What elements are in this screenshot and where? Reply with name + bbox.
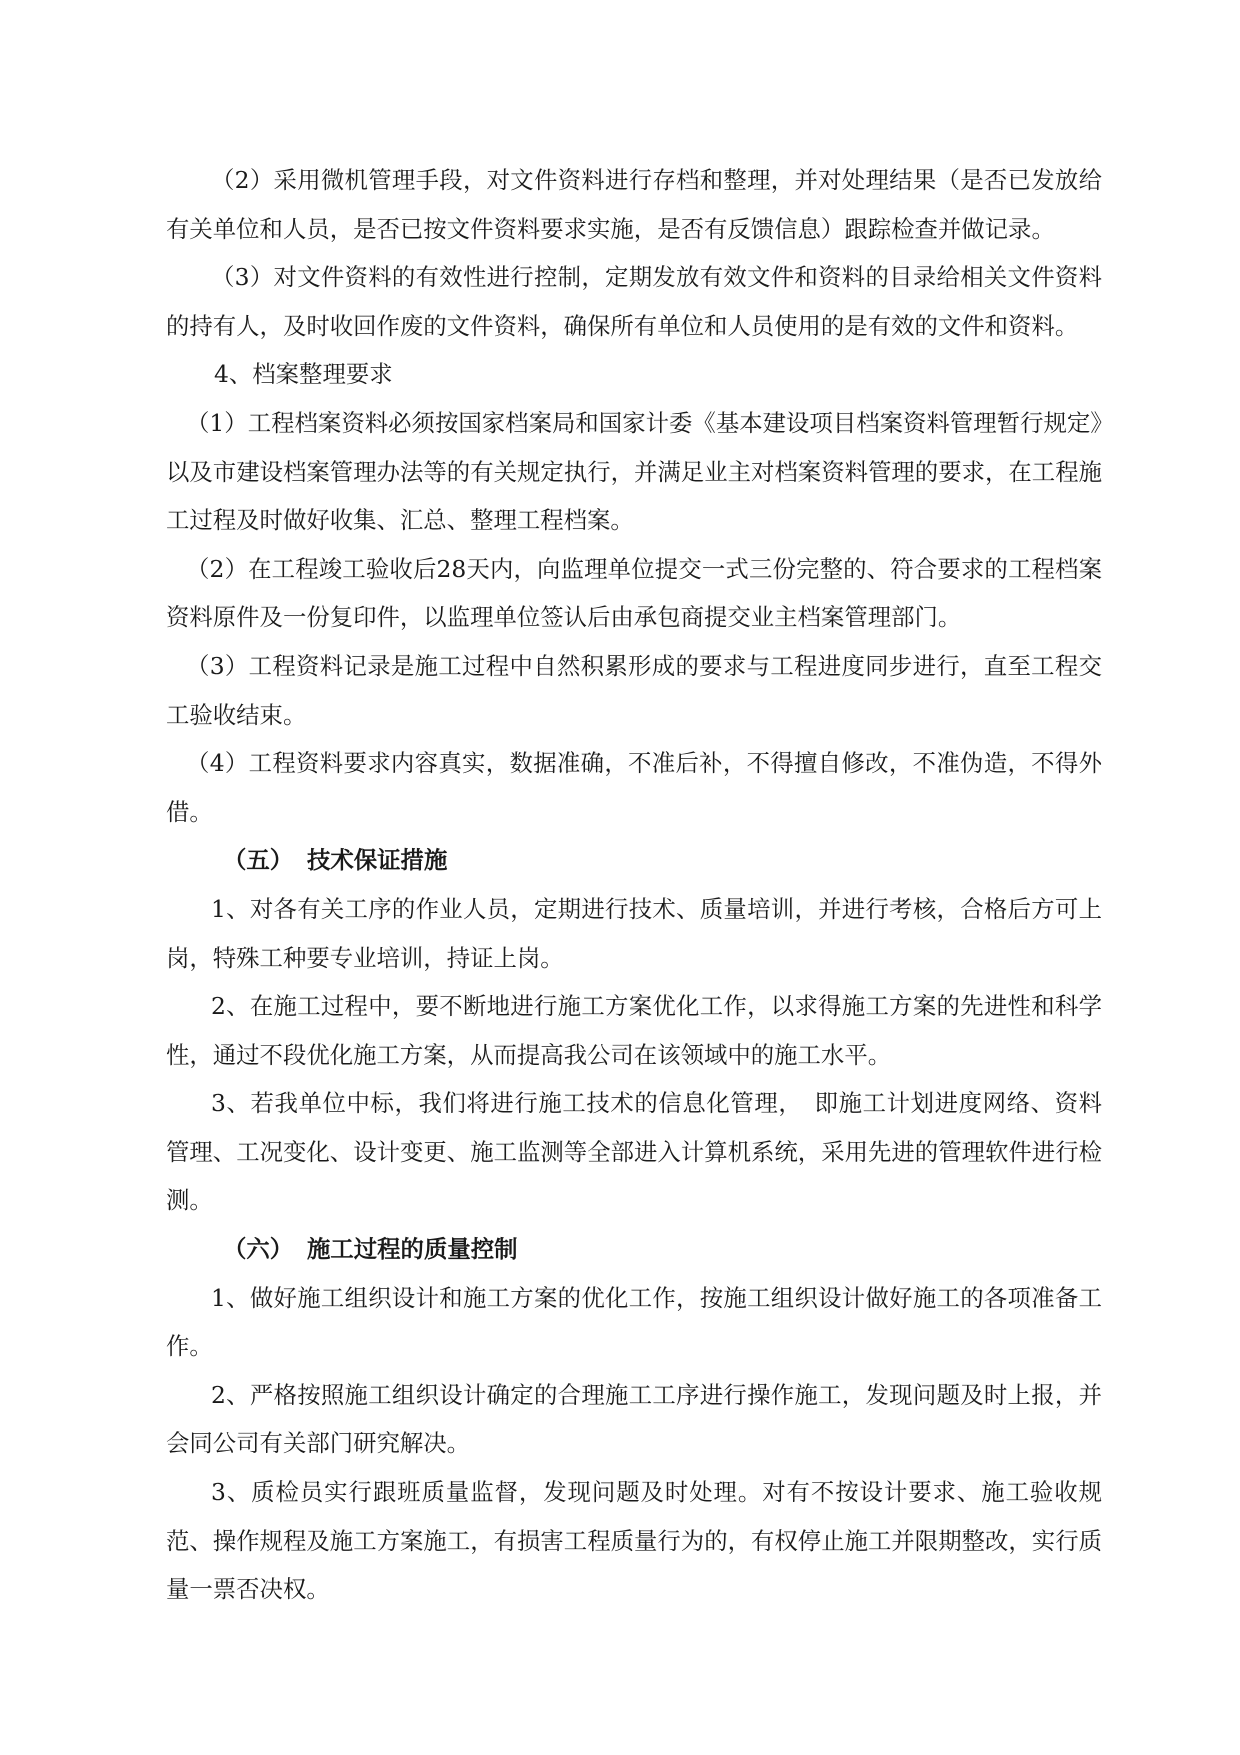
paragraph-archive-rule-3: （3）工程资料记录是施工过程中自然积累形成的要求与工程进度同步进行，直至工程交工验收结束。 [166,651,1102,729]
paragraph-quality-control-1: 1、做好施工组织设计和施工方案的优化工作，按施工组织设计做好施工的各项准备工作。 [166,1283,1102,1361]
paragraph-tech-measure-1: 1、对各有关工序的作业人员，定期进行技术、质量培训，并进行考核，合格后方可上岗，特殊工种要专业培训，持证上岗。 [166,894,1102,972]
paragraph-archive-rule-2: （2）在工程竣工验收后28天内，向监理单位提交一式三份完整的、符合要求的工程档案资料原件及一份复印件，以监理单位签认后由承包商提交业主档案管理部门。 [166,554,1102,632]
section-title: 施工过程的质量控制 [307,1235,518,1264]
paragraph-archive-rule-1: （1）工程档案资料必须按国家档案局和国家计委《基本建设项目档案资料管理暂行规定》以及市建设档案管理办法等的有关规定执行，并满足业主对档案资料管理的要求，在工程施工过程及时做好收集、汇总、整理工程档案。 [166,408,1102,535]
paragraph-tech-measure-2: 2、在施工过程中，要不断地进行施工方案优化工作，以求得施工方案的先进性和科学性，通过不段优化施工方案，从而提高我公司在该领域中的施工水平。 [166,992,1102,1069]
section-heading-technical-measures [166,836,1102,885]
paragraph-archive-rule-4: （4）工程资料要求内容真实，数据准确，不准后补，不得擅自修改，不准伪造，不得外借。 [166,749,1102,826]
subheading-archive-requirements: 4、档案整理要求 [214,360,393,389]
paragraph-file-validity: （3）对文件资料的有效性进行控制，定期发放有效文件和资料的目录给相关文件资料的持有人，及时收回作废的文件资料，确保所有单位和人员使用的是有效的文件和资料。 [166,263,1102,340]
paragraph-file-archiving: （2）采用微机管理手段，对文件资料进行存档和整理，并对处理结果（是否已发放给有关单位和人员，是否已按文件资料要求实施，是否有反馈信息）跟踪检查并做记录。 [166,166,1102,243]
section-title: 技术保证措施 [307,846,448,875]
paragraph-quality-control-3: 3、质检员实行跟班质量监督，发现问题及时处理。对有不按设计要求、施工验收规范、操作规程及施工方案施工，有损害工程质量行为的，有权停止施工并限期整改，实行质量一票否决权。 [166,1478,1102,1604]
section-heading-quality-control [166,1225,1102,1274]
section-number: （六） [223,1235,294,1264]
paragraph-quality-control-2: 2、严格按照施工组织设计确定的合理施工工序进行操作施工，发现问题及时上报，并会同公司有关部门研究解决。 [166,1380,1102,1458]
section-number: （五） [223,846,294,875]
paragraph-tech-measure-3: 3、若我单位中标，我们将进行施工技术的信息化管理， 即施工计划进度网络、资料管理、工况变化、设计变更、施工监测等全部进入计算机系统，采用先进的管理软件进行检测。 [166,1089,1102,1215]
document-body [166,156,1102,1614]
